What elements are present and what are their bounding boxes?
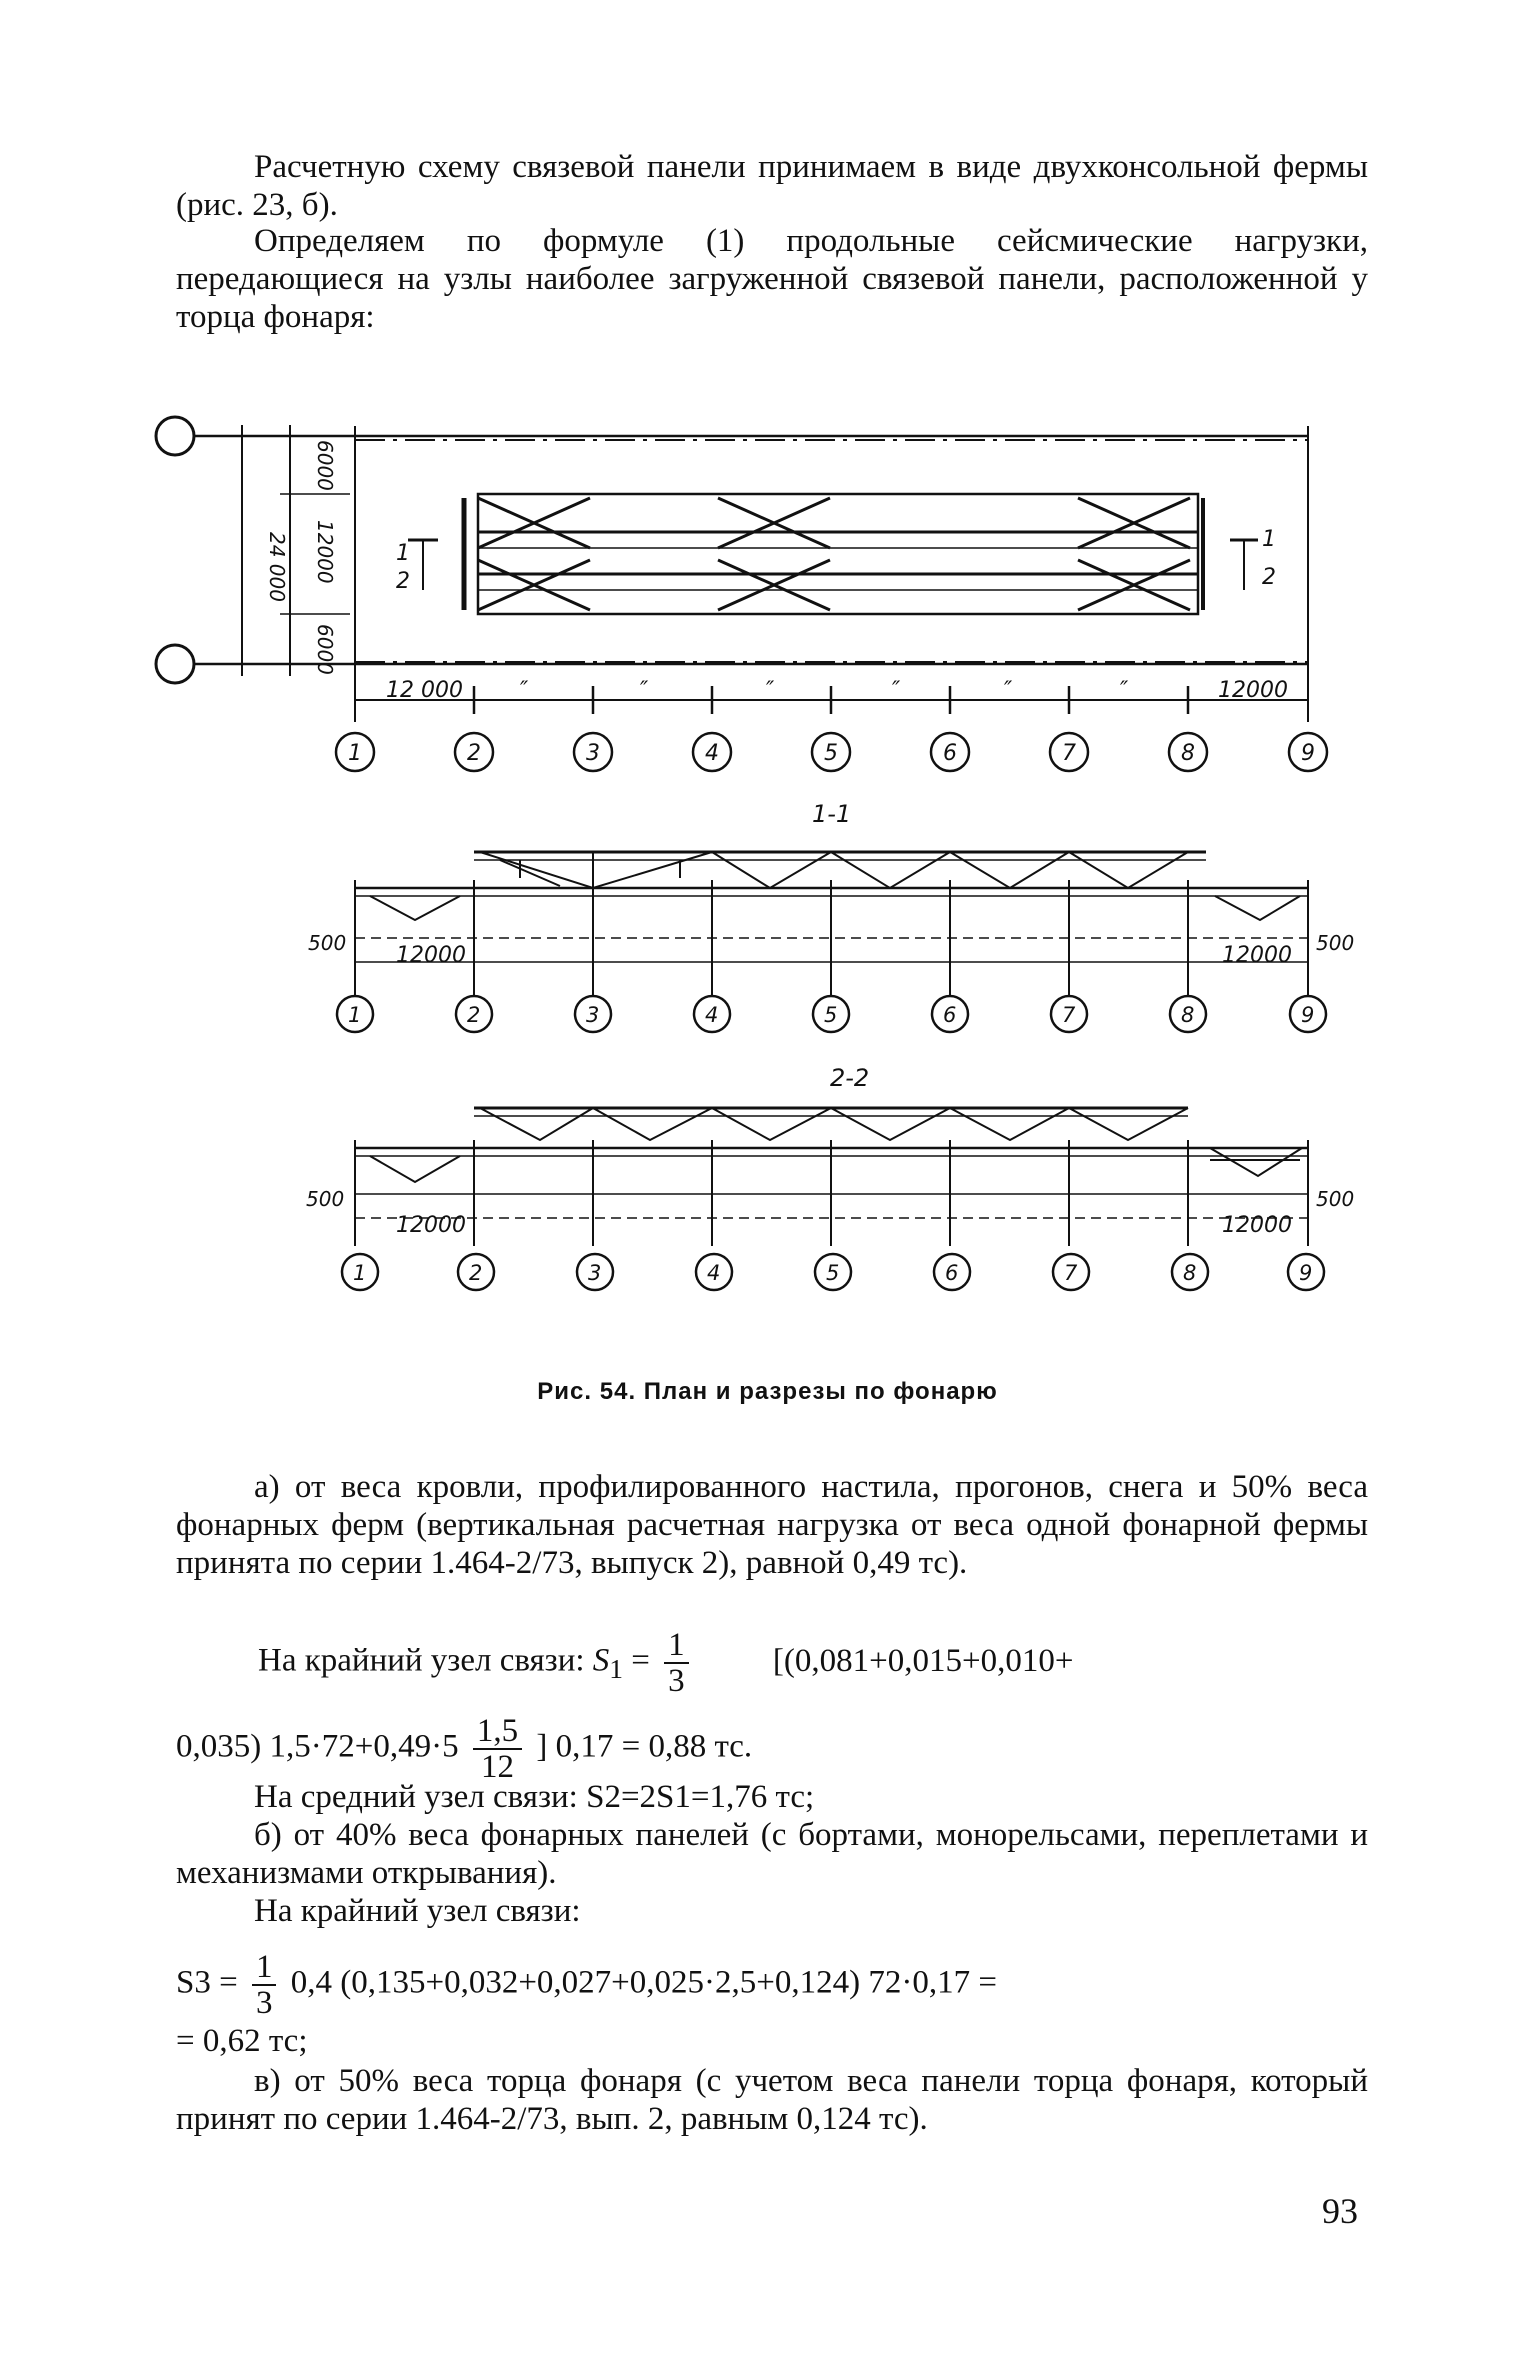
svg-text:9: 9 <box>1301 1003 1315 1027</box>
plan-axis-markers <box>336 733 1327 771</box>
formula-s2: На средний узел связи: S2=2S1=1,76 тс; <box>254 1779 815 1815</box>
formula-s3-result: = 0,62 тс; <box>176 2023 308 2059</box>
section-1-span-last: 12000 <box>1222 943 1292 968</box>
svg-text:9: 9 <box>1299 1261 1313 1285</box>
axis-marker <box>934 1254 970 1290</box>
axis-marker <box>812 733 850 771</box>
axis-marker <box>1053 1254 1089 1290</box>
svg-text:6: 6 <box>943 741 957 766</box>
section-1-view <box>355 852 1308 996</box>
s3-intro: На крайний узел связи: <box>254 1893 581 1929</box>
axis-marker <box>696 1254 732 1290</box>
svg-text:8: 8 <box>1181 741 1195 766</box>
section-mark-left-1: 1 <box>396 541 410 566</box>
axis-marker <box>815 1254 851 1290</box>
plan-ditto-5: ″ <box>1004 678 1013 703</box>
section-mark-right-1: 1 <box>1262 527 1276 552</box>
svg-text:7: 7 <box>1064 1261 1078 1285</box>
fraction-one-third: $\frac{1}{3}$ <box>252 1950 277 2020</box>
axis-marker <box>458 1254 494 1290</box>
axis-marker <box>1290 996 1326 1032</box>
svg-text:7: 7 <box>1062 1003 1076 1027</box>
svg-text:4: 4 <box>705 741 719 766</box>
fraction-1-5-over-12: $\frac{1,5}{12}$ <box>473 1714 522 1784</box>
section-2-span-last: 12000 <box>1222 1213 1292 1238</box>
svg-text:9: 9 <box>1301 741 1315 766</box>
axis-marker <box>813 996 849 1032</box>
figure-caption: Рис. 54. План и разрезы по фонарю <box>537 1378 998 1405</box>
axis-marker <box>337 996 373 1032</box>
axis-marker <box>693 733 731 771</box>
section-1-span-first: 12000 <box>396 943 466 968</box>
svg-text:2: 2 <box>467 741 481 766</box>
axis-marker <box>932 996 968 1032</box>
plan-ditto-3: ″ <box>766 678 775 703</box>
svg-text:2: 2 <box>467 1003 481 1027</box>
section-1-offset-right: 500 <box>1316 931 1355 955</box>
svg-text:5: 5 <box>824 1003 838 1027</box>
axis-marker <box>1051 996 1087 1032</box>
svg-text:7: 7 <box>1062 741 1076 766</box>
svg-text:2: 2 <box>469 1261 483 1285</box>
svg-text:8: 8 <box>1181 1003 1195 1027</box>
formula-s3: S3 = $\frac{1}{3}$ 0,4 (0,135+0,032+0,027+0,025·2,5+0,124) 72·0,17 = <box>176 1949 997 2021</box>
plan-ditto-1: ″ <box>520 678 529 703</box>
axis-marker <box>931 733 969 771</box>
plan-span-first: 12 000 <box>386 678 463 703</box>
svg-text:5: 5 <box>826 1261 840 1285</box>
axis-marker <box>456 996 492 1032</box>
svg-text:4: 4 <box>705 1003 719 1027</box>
axis-marker <box>1170 996 1206 1032</box>
svg-text:1: 1 <box>348 741 362 766</box>
axis-marker <box>1288 1254 1324 1290</box>
section-mark-left-2: 2 <box>396 569 410 594</box>
section-2-title: 2-2 <box>830 1064 870 1092</box>
plan-span-last: 12000 <box>1218 678 1288 703</box>
svg-text:5: 5 <box>824 741 838 766</box>
svg-text:4: 4 <box>707 1261 721 1285</box>
plan-ditto-4: ″ <box>892 678 901 703</box>
plan-dim-a: 6000 <box>313 440 337 491</box>
section-2-view <box>355 1108 1308 1246</box>
svg-text:3: 3 <box>588 1261 602 1285</box>
svg-text:1: 1 <box>353 1261 367 1285</box>
paragraph-loads: Определяем по формуле (1) продольные сейсмические нагрузки, передающиеся на узлы наиболее загруженной связевой панели, расположенной у торца фонаря: <box>176 223 1368 335</box>
page-number: 93 <box>1322 2191 1358 2231</box>
axis-marker <box>336 733 374 771</box>
section-1-axis-markers <box>337 996 1326 1032</box>
paragraph-scheme: Расчетную схему связевой панели принимаем в виде двухконсольной фермы (рис. 23, б). <box>176 149 1368 223</box>
plan-ditto-6: ″ <box>1120 678 1129 703</box>
svg-text:8: 8 <box>1183 1261 1197 1285</box>
formula-s1-line2: 0,035) 1,5·72+0,49·5 $\frac{1,5}{12}$ ] 0,17 = 0,88 тс. <box>176 1713 753 1785</box>
section-2-offset-right: 500 <box>1316 1187 1355 1211</box>
svg-text:6: 6 <box>943 1003 957 1027</box>
section-2-axis-markers <box>342 1254 1324 1290</box>
axis-marker <box>455 733 493 771</box>
plan-ditto-2: ″ <box>640 678 649 703</box>
section-1-offset-left: 500 <box>308 931 347 955</box>
svg-text:6: 6 <box>945 1261 959 1285</box>
item-c: в) от 50% веса торца фонаря (с учетом веса панели торца фонаря, который принят по серии 1.464-2/73, вып. 2, равным 0,124 тс). <box>176 2063 1368 2137</box>
section-2-offset-left: 500 <box>306 1187 345 1211</box>
svg-text:1: 1 <box>348 1003 362 1027</box>
plan-dim-b: 12000 <box>313 520 337 584</box>
axis-marker <box>694 996 730 1032</box>
axis-marker <box>574 733 612 771</box>
axis-marker <box>575 996 611 1032</box>
svg-text:3: 3 <box>586 1003 600 1027</box>
axis-marker <box>1169 733 1207 771</box>
axis-marker <box>342 1254 378 1290</box>
axis-marker <box>1050 733 1088 771</box>
plan-dim-total: 24 000 <box>265 532 289 602</box>
section-mark-right-2: 2 <box>1262 565 1276 590</box>
section-1-title: 1-1 <box>812 800 852 828</box>
plan-dim-c: 6000 <box>313 624 337 675</box>
axis-marker <box>577 1254 613 1290</box>
item-b: б) от 40% веса фонарных панелей (с бортами, монорельсами, переплетами и механизмами открывания). <box>176 1817 1368 1891</box>
item-a: а) от веса кровли, профилированного настила, прогонов, снега и 50% веса фонарных ферм (вертикальная расчетная нагрузка от веса одной фонарной фермы принята по серии 1.464-2/73, выпуск 2), равной 0,49 тс). <box>176 1469 1368 1581</box>
axis-marker <box>1172 1254 1208 1290</box>
formula-s1-line1: На крайний узел связи: $S_1$ = $\frac{1}{3}$ [(0,081+0,015+0,010+ <box>258 1627 1074 1699</box>
axis-marker <box>1289 733 1327 771</box>
section-2-span-first: 12000 <box>396 1213 466 1238</box>
fraction-one-third: $\frac{1}{3}$ <box>664 1628 689 1698</box>
svg-text:3: 3 <box>586 741 600 766</box>
